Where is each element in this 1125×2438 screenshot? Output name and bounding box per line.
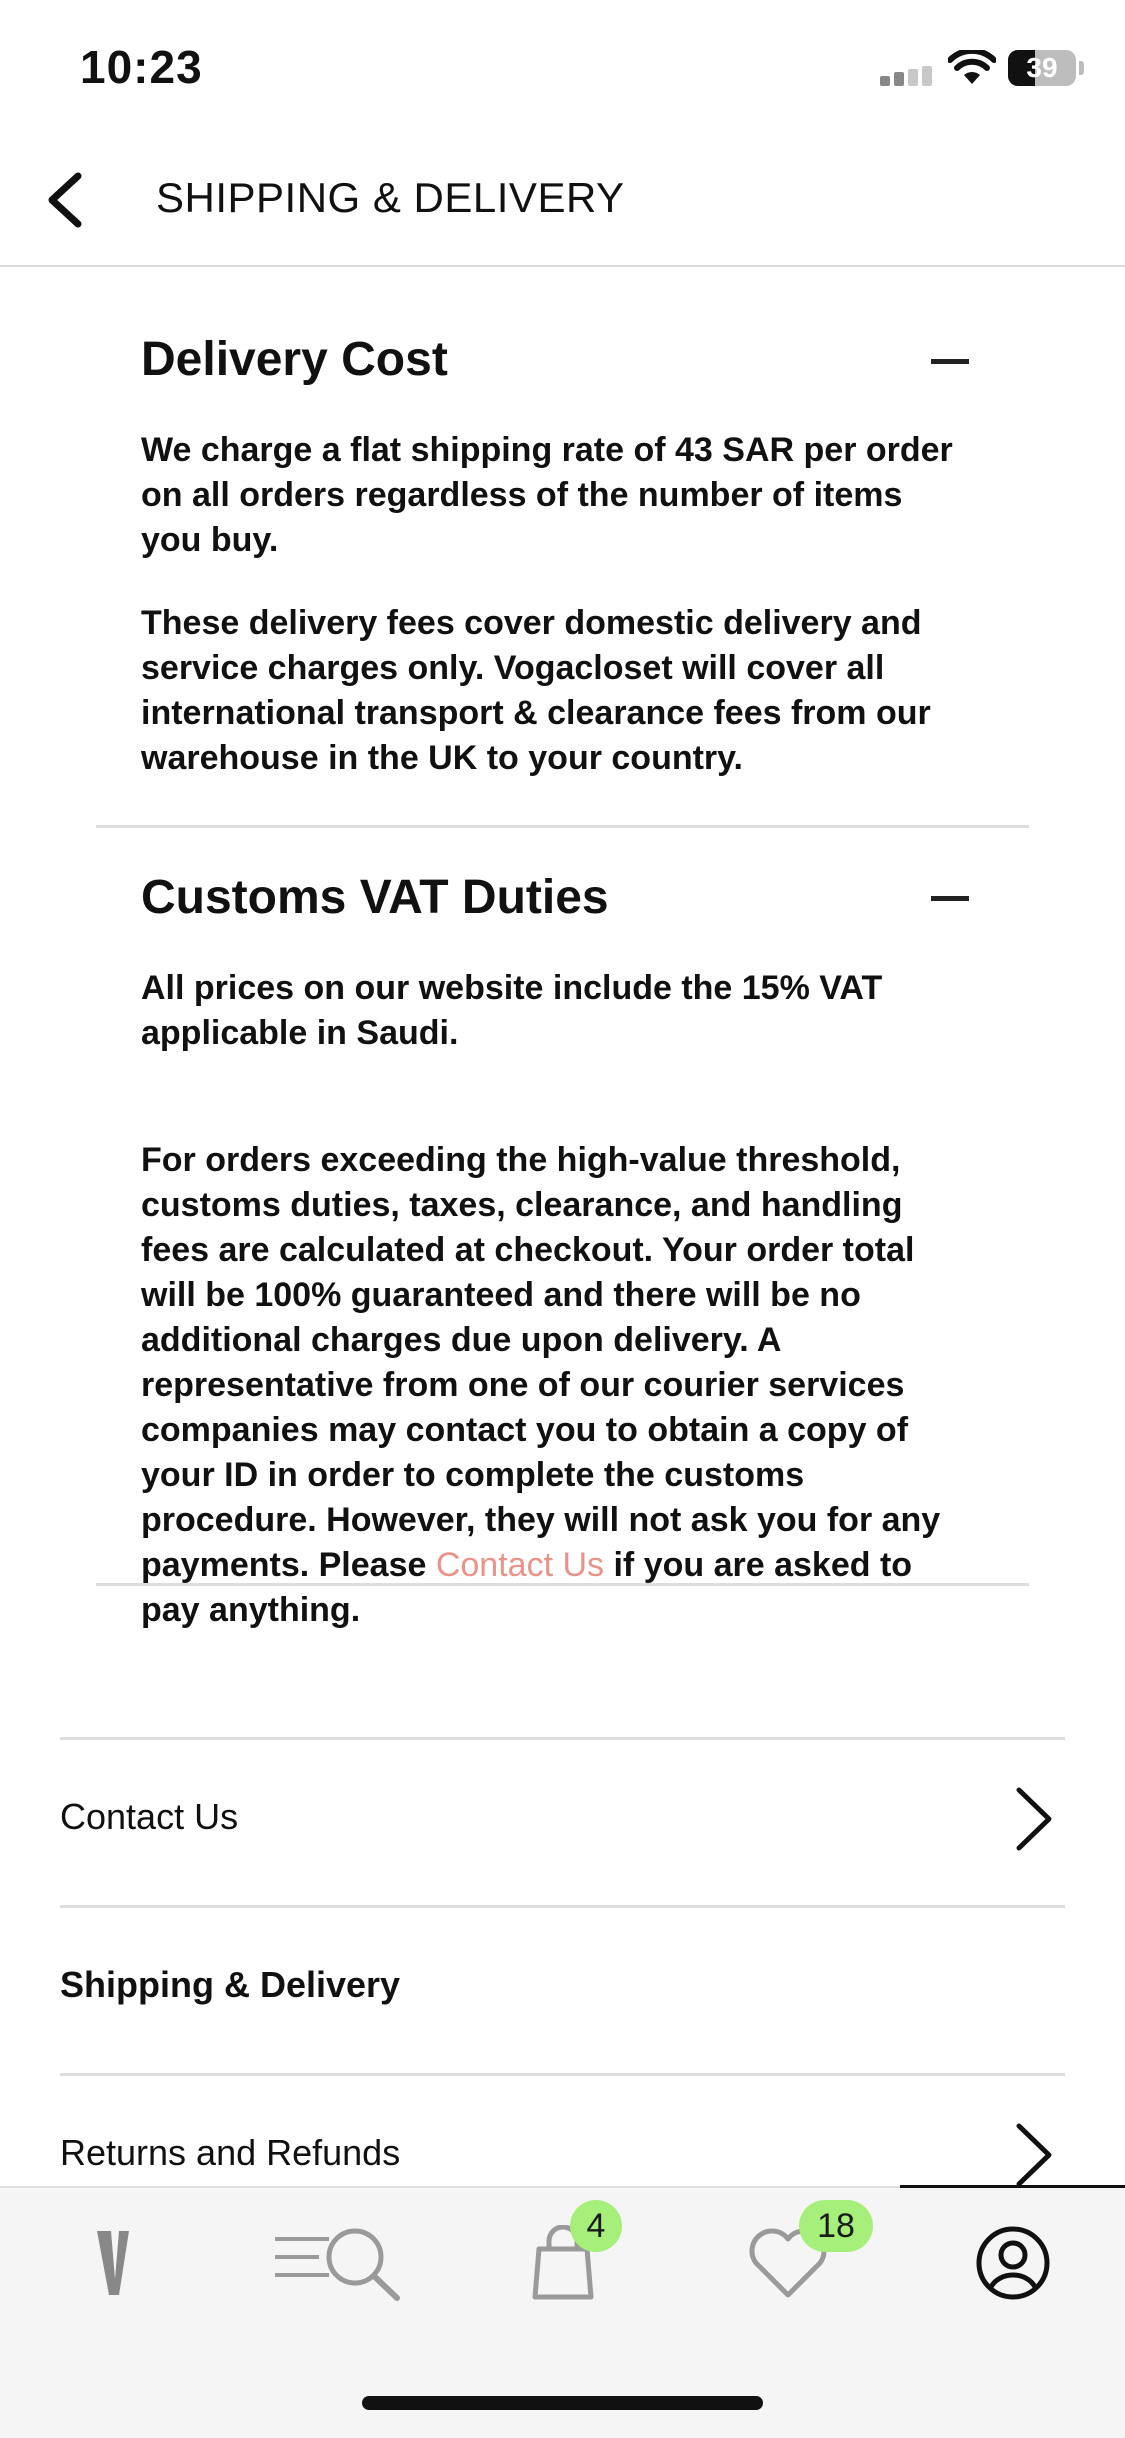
back-button[interactable]	[30, 160, 110, 240]
minus-icon[interactable]	[931, 896, 969, 901]
chevron-right-icon	[1011, 1784, 1057, 1854]
chevron-right-icon	[1011, 2120, 1057, 2190]
customs-vat-paragraph-2-text: For orders exceeding the high-value threshold, customs duties, taxes, clearance, and handling fees are calculated at checkout. Your order total will be 100% guaranteed and there will be no additional charges due upon delivery. A representative from one of our courier services companies may contact you to obtain a copy of your ID in order to complete the customs procedure. However, they will not ask you for any payments. Please	[141, 1141, 941, 1584]
minus-icon[interactable]	[931, 359, 969, 364]
status-bar	[0, 0, 1125, 140]
status-time: 10:23	[80, 41, 203, 93]
chevron-left-icon	[30, 160, 110, 240]
user-icon	[975, 2225, 1051, 2301]
tab-search[interactable]	[225, 2188, 450, 2338]
home-indicator[interactable]	[362, 2396, 763, 2410]
delivery-cost-title[interactable]: Delivery Cost	[141, 333, 448, 386]
customs-vat-paragraph-2-suffix: if you are asked to pay anything.	[141, 1546, 913, 1629]
customs-vat-paragraph-1: All prices on our website include the 15% VAT applicable in Saudi.	[141, 969, 883, 1052]
menu-item-label: Shipping & Delivery	[60, 1964, 401, 2005]
bag-count-badge: 4	[570, 2200, 622, 2252]
page-title: SHIPPING & DELIVERY	[156, 174, 625, 221]
cellular-signal-icon	[880, 66, 934, 86]
tab-wishlist[interactable]	[675, 2188, 900, 2338]
wishlist-count-badge: 18	[799, 2200, 873, 2252]
battery-nub	[1079, 61, 1084, 75]
menu-item-contact-us[interactable]	[60, 1737, 1065, 1906]
delivery-cost-section	[96, 290, 1029, 826]
tab-home[interactable]	[0, 2188, 225, 2338]
tab-bag[interactable]	[450, 2188, 675, 2338]
menu-item-label: Contact Us	[60, 1796, 239, 1837]
battery-icon	[1008, 50, 1076, 86]
delivery-cost-paragraph-2: These delivery fees cover domestic delivery and service charges only. Vogacloset will cover all international transport & clearance fees from our warehouse in the UK to your country.	[141, 604, 931, 777]
vogacloset-logo-icon	[93, 2229, 133, 2297]
tab-account[interactable]	[900, 2188, 1125, 2338]
customs-vat-title[interactable]: Customs VAT Duties	[141, 871, 609, 924]
menu-item-label: Returns and Refunds	[60, 2132, 401, 2173]
delivery-cost-paragraph-1: We charge a flat shipping rate of 43 SAR per order on all orders regardless of the number of items you buy.	[141, 431, 953, 559]
help-menu-list	[60, 1737, 1065, 2187]
wifi-icon	[948, 50, 996, 86]
page-header	[0, 140, 1125, 267]
customs-vat-section	[96, 825, 1029, 1629]
battery-level-text: 39	[1026, 52, 1058, 83]
contact-us-link[interactable]: Contact Us	[435, 1546, 605, 1584]
menu-search-icon	[273, 2225, 403, 2301]
menu-item-shipping-delivery[interactable]	[60, 1905, 1065, 2074]
customs-vat-paragraph-2	[141, 1138, 971, 1633]
section-divider	[96, 1583, 1029, 1586]
